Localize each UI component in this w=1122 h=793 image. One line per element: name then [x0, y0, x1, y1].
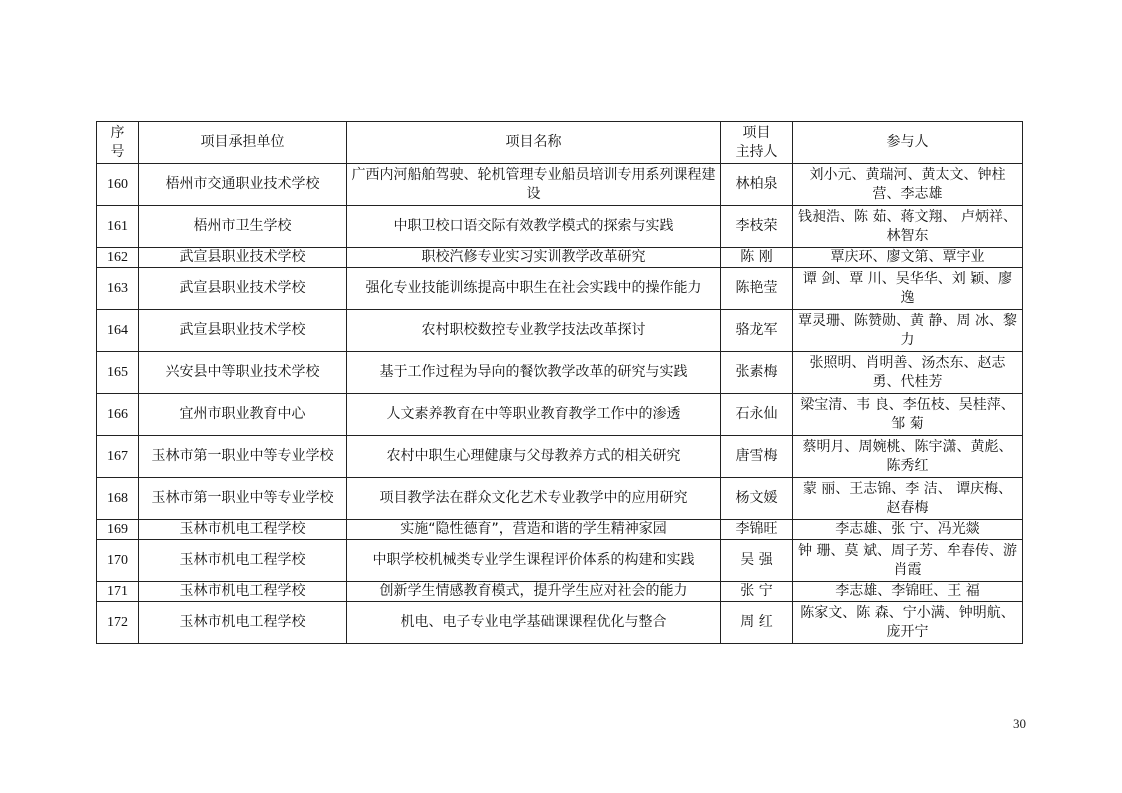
cell-host: 周 红: [721, 602, 793, 644]
cell-host: 张 宁: [721, 582, 793, 602]
table-row: [97, 540, 1023, 582]
table-row: [97, 436, 1023, 478]
header-host: 项目 主持人: [721, 122, 793, 164]
cell-participants: 李志雄、李锦旺、王 福: [793, 582, 1023, 602]
cell-no: 167: [97, 436, 139, 478]
cell-unit: 武宣县职业技术学校: [139, 310, 347, 352]
cell-project-name: 项目教学法在群众文化艺术专业教学中的应用研究: [347, 478, 721, 520]
table-row: [97, 582, 1023, 602]
header-unit: 项目承担单位: [139, 122, 347, 164]
cell-project-name: 农村职校数控专业教学技法改革探讨: [347, 310, 721, 352]
cell-project-name: 强化专业技能训练提高中职生在社会实践中的操作能力: [347, 268, 721, 310]
cell-participants: 覃庆环、廖文第、覃宇业: [793, 248, 1023, 268]
cell-unit: 玉林市机电工程学校: [139, 520, 347, 540]
cell-no: 168: [97, 478, 139, 520]
cell-host: 唐雪梅: [721, 436, 793, 478]
table-row: [97, 206, 1023, 248]
cell-no: 164: [97, 310, 139, 352]
table-row: [97, 602, 1023, 644]
table-header-row: [97, 122, 1023, 164]
cell-participants: 李志雄、张 宁、冯光燚: [793, 520, 1023, 540]
cell-host: 陈艳莹: [721, 268, 793, 310]
header-name: 项目名称: [347, 122, 721, 164]
cell-project-name: 广西内河船舶驾驶、轮机管理专业船员培训专用系列课程建设: [347, 164, 721, 206]
cell-project-name: 农村中职生心理健康与父母教养方式的相关研究: [347, 436, 721, 478]
cell-participants: 陈家文、陈 森、宁小满、钟明航、庞开宁: [793, 602, 1023, 644]
cell-project-name: 中职卫校口语交际有效教学模式的探索与实践: [347, 206, 721, 248]
cell-project-name: 人文素养教育在中等职业教育教学工作中的渗透: [347, 394, 721, 436]
cell-project-name: 创新学生情感教育模式，提升学生应对社会的能力: [347, 582, 721, 602]
cell-unit: 梧州市卫生学校: [139, 206, 347, 248]
cell-participants: 蒙 丽、王志锦、李 洁、 谭庆梅、赵春梅: [793, 478, 1023, 520]
cell-unit: 玉林市第一职业中等专业学校: [139, 436, 347, 478]
cell-project-name: 实施“隐性德育”，营造和谐的学生精神家园: [347, 520, 721, 540]
cell-host: 吴 强: [721, 540, 793, 582]
cell-participants: 蔡明月、周婉桃、陈宇潇、黄彪、陈秀红: [793, 436, 1023, 478]
cell-unit: 玉林市机电工程学校: [139, 602, 347, 644]
cell-project-name: 机电、电子专业电学基础课课程优化与整合: [347, 602, 721, 644]
cell-host: 李枝荣: [721, 206, 793, 248]
table-row: [97, 164, 1023, 206]
cell-no: 166: [97, 394, 139, 436]
cell-participants: 谭 剑、覃 川、吴华华、刘 颖、廖 逸: [793, 268, 1023, 310]
cell-host: 陈 刚: [721, 248, 793, 268]
cell-no: 160: [97, 164, 139, 206]
cell-unit: 玉林市第一职业中等专业学校: [139, 478, 347, 520]
cell-project-name: 职校汽修专业实习实训教学改革研究: [347, 248, 721, 268]
table-row: [97, 520, 1023, 540]
header-no: 序 号: [97, 122, 139, 164]
cell-participants: 钟 珊、莫 斌、周子芳、牟春传、游肖霞: [793, 540, 1023, 582]
cell-project-name: 基于工作过程为导向的餐饮教学改革的研究与实践: [347, 352, 721, 394]
cell-unit: 玉林市机电工程学校: [139, 582, 347, 602]
cell-host: 杨文媛: [721, 478, 793, 520]
cell-participants: 张照明、肖明善、汤杰东、赵志勇、代桂芳: [793, 352, 1023, 394]
cell-host: 张素梅: [721, 352, 793, 394]
cell-host: 林柏泉: [721, 164, 793, 206]
cell-unit: 玉林市机电工程学校: [139, 540, 347, 582]
table-row: [97, 478, 1023, 520]
cell-unit: 梧州市交通职业技术学校: [139, 164, 347, 206]
page-number: 30: [1013, 716, 1026, 731]
cell-unit: 武宣县职业技术学校: [139, 248, 347, 268]
table-row: [97, 394, 1023, 436]
cell-no: 169: [97, 520, 139, 540]
cell-no: 170: [97, 540, 139, 582]
cell-no: 172: [97, 602, 139, 644]
cell-host: 石永仙: [721, 394, 793, 436]
cell-unit: 宜州市职业教育中心: [139, 394, 347, 436]
table-body: [97, 164, 1023, 644]
cell-no: 171: [97, 582, 139, 602]
cell-unit: 兴安县中等职业技术学校: [139, 352, 347, 394]
header-participants: 参与人: [793, 122, 1023, 164]
cell-participants: 刘小元、黄瑞河、黄太文、钟柱营、李志雄: [793, 164, 1023, 206]
cell-host: 李锦旺: [721, 520, 793, 540]
cell-participants: 梁宝清、韦 良、李伍枝、吴桂萍、邹 菊: [793, 394, 1023, 436]
cell-unit: 武宣县职业技术学校: [139, 268, 347, 310]
cell-no: 165: [97, 352, 139, 394]
cell-host: 骆龙军: [721, 310, 793, 352]
cell-no: 162: [97, 248, 139, 268]
cell-no: 163: [97, 268, 139, 310]
table-row: [97, 352, 1023, 394]
table-row: [97, 268, 1023, 310]
cell-participants: 钱昶浩、陈 茹、蒋文翔、 卢炳祥、林智东: [793, 206, 1023, 248]
table-row: [97, 310, 1023, 352]
cell-project-name: 中职学校机械类专业学生课程评价体系的构建和实践: [347, 540, 721, 582]
project-table: [96, 121, 1023, 644]
cell-no: 161: [97, 206, 139, 248]
table-row: [97, 248, 1023, 268]
cell-participants: 覃灵珊、陈赞勋、黄 静、周 冰、黎 力: [793, 310, 1023, 352]
